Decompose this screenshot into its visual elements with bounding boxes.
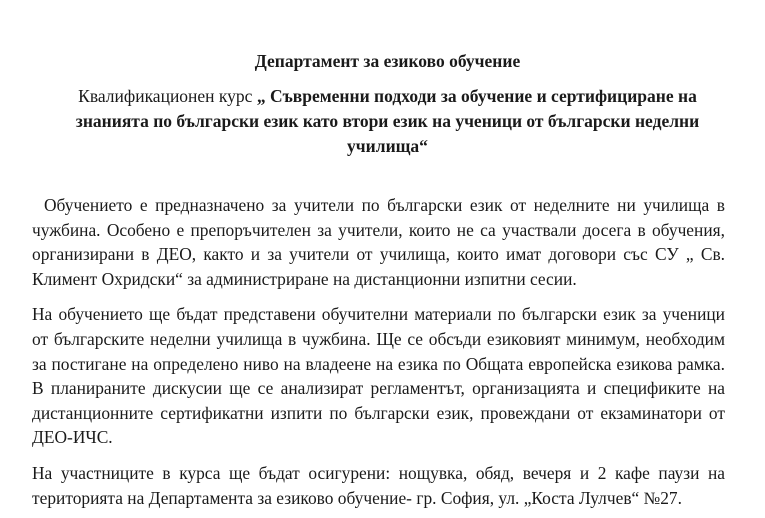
course-title: „ Съвременни подходи за обучение и сертифициране на знанията по български език като втори език на ученици от български неделни училища“ [75,86,700,156]
course-prefix: Квалификационен курс [78,86,257,106]
paragraph-content: На обучението ще бъдат представени обучителни материали по български език за ученици от българските неделни училища в чужбина. Ще се обсъди езиковият минимум, необходим за постигане на определено ниво на владеене на езика по Общата европейска езикова рамка. В планираните дискусии ще се анализират регламентът, организацията и спецификите на дистанционните сертификатни изпити по български език, провеждани от екзаминатори от ДЕО-ИЧС. [32,304,725,448]
paragraph-logistics: На участниците в курса ще бъдат осигурени: нощувка, обяд, вечеря и 2 кафе паузи на територията на Департамента за езиково обучение- гр. София, ул. „Коста Лулчев“ №27. [32,462,725,508]
paragraph-audience: Обучението е предназначено за учители по български език от неделните ни училища в чужбина. Особено е препоръчителен за учители, които не са участвали досега в обучения, организирани в ДЕО, както и за учители от училища, които имат договори със СУ „ Св. Климент Охридски“ за администриране на дистанционни изпитни сесии. [32,195,725,289]
document-body [32,193,725,510]
department-title: Департамент за езиково обучение [254,51,521,71]
course-title-block [50,84,725,159]
